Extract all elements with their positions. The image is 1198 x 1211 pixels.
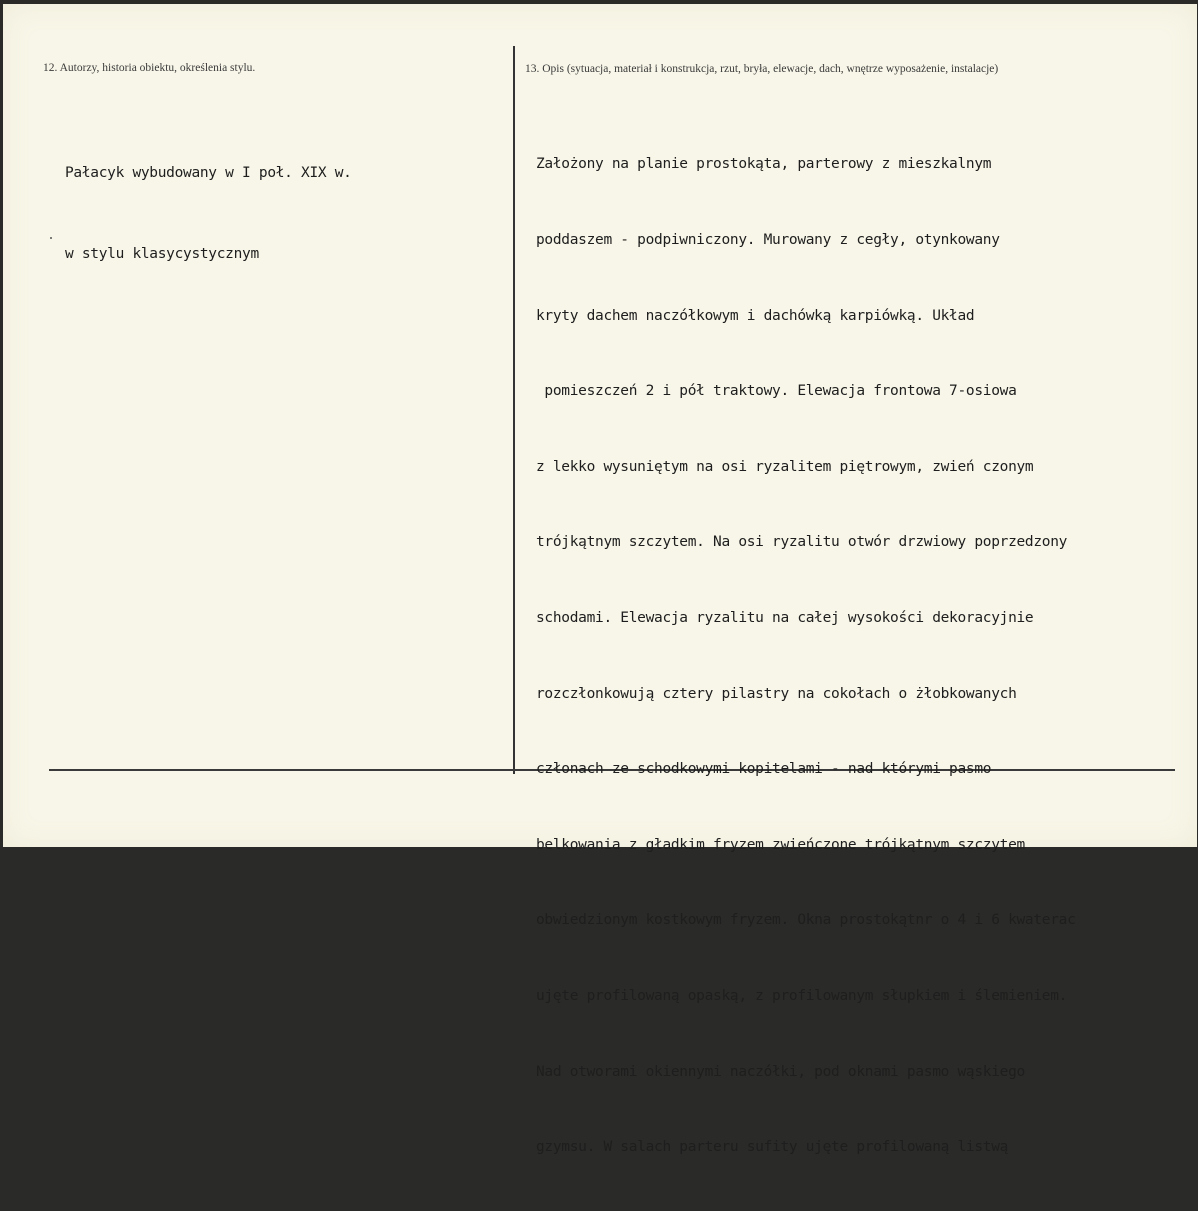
section-13-line: Założony na planie prostokąta, parterowy z mieszkalnym [536,156,992,173]
section-13-line: trójkątnym szczytem. Na osi ryzalitu otwór drzwiowy poprzedzony [536,534,1068,551]
section-13-line: członach ze schodkowymi kopitelami - nad którymi pasmo [536,761,992,778]
section-13-line: belkowania z gładkim fryzem zwieńczone trójkątnym szczytem [536,836,1025,853]
section-13-line: z lekko wysuniętym na osi ryzalitem piętrowym, zwień czonym [536,458,1034,475]
section-13-line: obwiedzionym kostkowym fryzem. Okna prostokątnr o 4 i 6 kwaterac [536,912,1076,929]
section-12-line: w stylu klasycystycznym [65,246,259,262]
ink-dot [50,237,52,239]
section-13-line: rozczłonkowują cztery pilastry na cokołach o żłobkowanych [536,685,1017,702]
document-sheet [3,4,1197,1156]
column-divider [513,46,515,774]
section-13-body [536,102,1076,1211]
section-13-line: poddaszem - podpiwniczony. Murowany z cegły, otynkowany [536,232,1000,248]
section-12-header: 12. Autorzy, historia obiektu, określenia stylu. [43,62,256,74]
section-13-line: schodami. Elewacja ryzalitu na całej wysokości dekoracyjnie [536,609,1034,626]
section-13-line: ujęte profilowaną opaską, z profilowanym słupkiem i ślemieniem. [536,987,1068,1004]
section-12-body [65,106,352,322]
section-13-line: pomieszczeń 2 i pół traktowy. Elewacja frontowa 7-osiowa [536,383,1017,400]
section-13-header: 13. Opis (sytuacja, materiał i konstrukcja, rzut, bryła, elewacje, dach, wnętrze wyposażenie, instalacje) [525,63,999,75]
section-13-line: gzymsu. W salach parteru sufity ujęte profilowaną listwą [536,1139,1009,1156]
section-13-line: Nad otworami okiennymi naczółki, pod oknami pasmo wąskiego [536,1063,1025,1080]
section-12-line: Pałacyk wybudowany w I poł. XIX w. [65,165,352,181]
section-13-line: kryty dachem naczółkowym i dachówką karpiówką. Układ [536,307,975,324]
